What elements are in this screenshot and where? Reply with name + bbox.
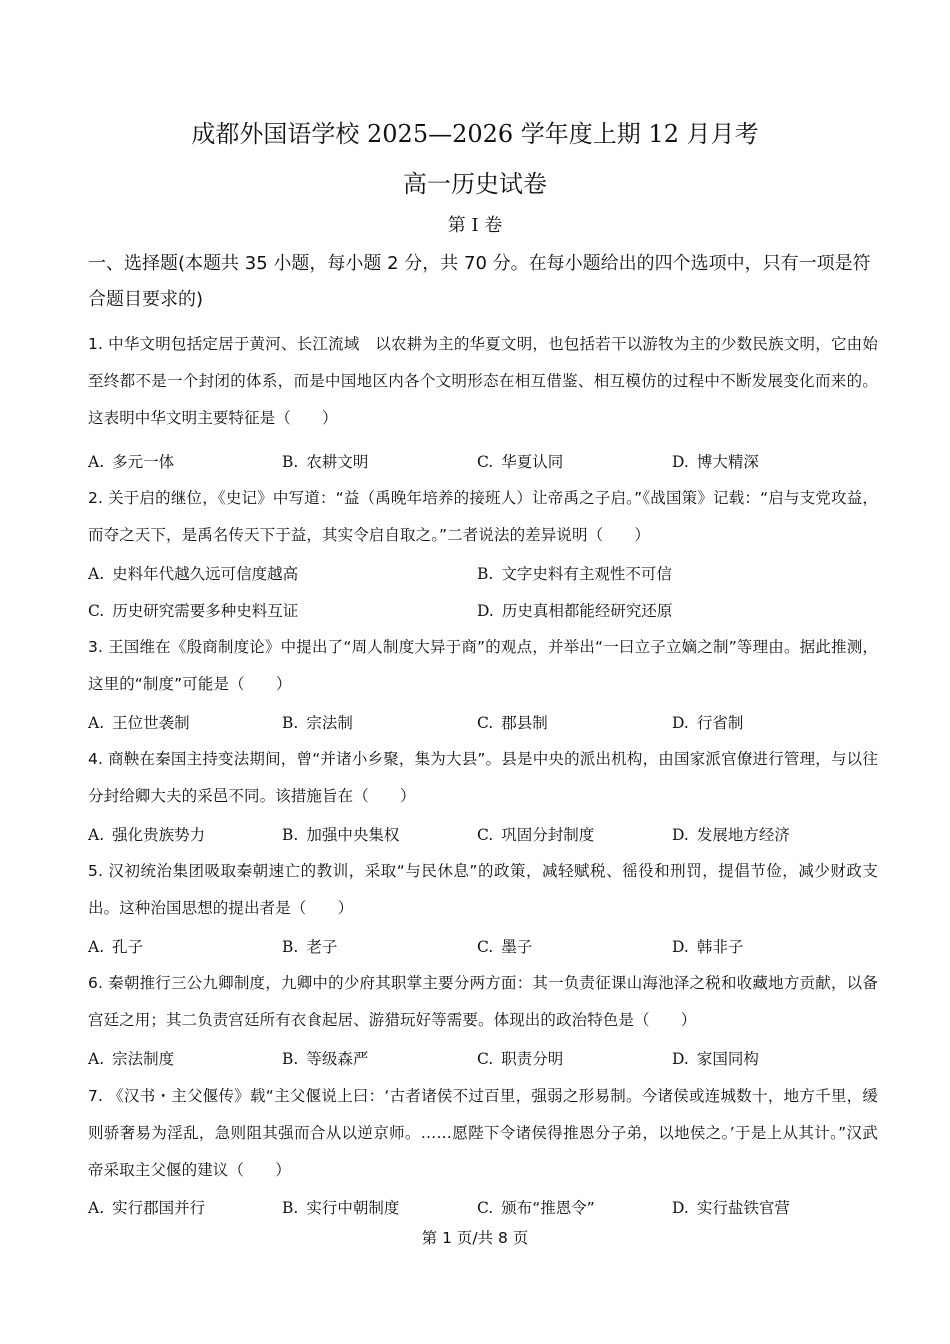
question-2-option-d xyxy=(477,599,672,623)
question-4-option-d xyxy=(672,823,790,847)
option-text: 等级森严 xyxy=(306,1050,369,1068)
option-letter: C. xyxy=(477,1050,494,1068)
option-text: 孔子 xyxy=(112,938,144,956)
option-letter: B. xyxy=(477,565,494,583)
question-1-option-b xyxy=(282,450,368,474)
question-7-stem: 7. 《汉书・主父偃传》载“主父偃说上曰：‘古者诸侯不过百里，强弱之形易制。今诸侯或连城数十，地方千里，缓则骄奢易为淫乱，急则阻其强而合从以逆京师。……愿陛下令诸侯得推恩分子弟，以地侯之。’于是上从其计。”汉武帝采取主父偃的建议（ ） xyxy=(88,1087,878,1179)
volume-label: 第 I 卷 xyxy=(447,215,503,236)
option-letter: A. xyxy=(88,826,105,844)
question-7-option-d xyxy=(672,1196,790,1220)
option-letter: C. xyxy=(477,938,494,956)
option-letter: B. xyxy=(282,826,299,844)
option-text: 郡县制 xyxy=(501,714,548,732)
option-text: 颁布“推恩令” xyxy=(501,1199,595,1217)
option-text: 巩固分封制度 xyxy=(501,826,595,844)
question-5-option-b xyxy=(282,935,337,959)
option-letter: C. xyxy=(88,602,105,620)
option-text: 历史真相都能经研究还原 xyxy=(501,602,673,620)
option-text: 实行中朝制度 xyxy=(306,1199,400,1217)
option-text: 韩非子 xyxy=(696,938,744,956)
option-text: 老子 xyxy=(306,938,338,956)
question-6-option-d xyxy=(672,1047,759,1071)
option-letter: B. xyxy=(282,453,299,471)
question-4-option-b xyxy=(282,823,399,847)
question-1-stem: 1. 中华文明包括定居于黄河、长江流域 以农耕为主的华夏文明，也包括若干以游牧为主的少数民族文明，它由始至终都不是一个封闭的体系，而是中国地区内各个文明形态在相互借鉴、相互模仿的过程中不断发展变化而来的。这表明中华文明主要特征是（ ） xyxy=(88,335,878,427)
option-letter: D. xyxy=(672,714,689,732)
option-letter: D. xyxy=(672,1199,689,1217)
question-7-option-a xyxy=(88,1196,205,1220)
option-letter: A. xyxy=(88,938,105,956)
option-text: 实行盐铁官营 xyxy=(696,1199,790,1217)
option-letter: D. xyxy=(672,1050,689,1068)
option-letter: C. xyxy=(477,826,494,844)
question-3-stem: 3. 王国维在《殷商制度论》中提出了“周人制度大异于商”的观点，并举出“一曰立子立嫡之制”等理由。据此推测，这里的“制度”可能是（ ） xyxy=(88,638,878,693)
question-3-option-d xyxy=(672,711,743,735)
page-number: 第 1 页/共 8 页 xyxy=(421,1229,529,1247)
option-letter: A. xyxy=(88,1050,105,1068)
option-letter: B. xyxy=(282,714,299,732)
option-letter: C. xyxy=(477,453,494,471)
question-2-option-c xyxy=(88,599,298,623)
option-letter: A. xyxy=(88,565,105,583)
option-text: 宗法制 xyxy=(306,714,353,732)
section-instructions: 一、选择题(本题共 35 小题，每小题 2 分，共 70 分。在每小题给出的四个选项中，只有一项是符合题目要求的) xyxy=(88,253,871,310)
option-text: 行省制 xyxy=(696,714,744,732)
question-5-option-c xyxy=(477,935,532,959)
option-text: 加强中央集权 xyxy=(306,826,400,844)
question-1-option-d xyxy=(672,450,759,474)
option-letter: A. xyxy=(88,714,105,732)
option-text: 文字史料有主观性不可信 xyxy=(501,565,672,583)
question-6-option-c xyxy=(477,1047,563,1071)
question-2-option-a xyxy=(88,562,298,586)
option-text: 历史研究需要多种史料互证 xyxy=(112,602,299,620)
option-text: 墨子 xyxy=(501,938,533,956)
option-letter: B. xyxy=(282,938,299,956)
question-5-stem: 5. 汉初统治集团吸取秦朝速亡的教训，采取“与民休息”的政策，减轻赋税、徭役和刑罚，提倡节俭，减少财政支出。这种治国思想的提出者是（ ） xyxy=(88,862,878,917)
option-text: 宗法制度 xyxy=(112,1050,175,1068)
option-text: 农耕文明 xyxy=(306,453,369,471)
exam-subtitle: 高一历史试卷 xyxy=(403,170,547,198)
option-letter: A. xyxy=(88,1199,105,1217)
option-text: 实行郡国并行 xyxy=(112,1199,206,1217)
option-letter: D. xyxy=(672,453,689,471)
question-3-option-c xyxy=(477,711,548,735)
question-6-option-a xyxy=(88,1047,174,1071)
question-3-option-a xyxy=(88,711,190,735)
question-6-stem: 6. 秦朝推行三公九卿制度，九卿中的少府其职掌主要分两方面：其一负责征课山海池泽之税和收藏地方贡献，以备宫廷之用；其二负责宫廷所有衣食起居、游猎玩好等需要。体现出的政治特色是（ ） xyxy=(88,974,878,1029)
option-letter: D. xyxy=(477,602,494,620)
option-text: 华夏认同 xyxy=(501,453,564,471)
question-3-option-b xyxy=(282,711,353,735)
question-2-option-b xyxy=(477,562,672,586)
option-letter: C. xyxy=(477,714,494,732)
exam-title: 成都外国语学校 2025—2026 学年度上期 12 月月考 xyxy=(191,120,759,148)
question-4-stem: 4. 商鞅在秦国主持变法期间，曾“并诸小乡聚，集为大县”。县是中央的派出机构，由国家派官僚进行管理，与以往分封给卿大夫的采邑不同。该措施旨在（ ） xyxy=(88,750,878,805)
question-1-option-a xyxy=(88,450,174,474)
option-text: 家国同构 xyxy=(696,1050,759,1068)
option-letter: B. xyxy=(282,1199,299,1217)
option-text: 发展地方经济 xyxy=(696,826,790,844)
option-letter: D. xyxy=(672,826,689,844)
question-4-option-a xyxy=(88,823,205,847)
question-6-option-b xyxy=(282,1047,368,1071)
option-letter: A. xyxy=(88,453,105,471)
option-letter: B. xyxy=(282,1050,299,1068)
question-5-option-d xyxy=(672,935,743,959)
option-text: 职责分明 xyxy=(501,1050,564,1068)
option-text: 多元一体 xyxy=(112,453,175,471)
option-letter: C. xyxy=(477,1199,494,1217)
question-1-option-c xyxy=(477,450,563,474)
option-text: 史料年代越久远可信度越高 xyxy=(112,565,299,583)
question-5-option-a xyxy=(88,935,143,959)
option-text: 博大精深 xyxy=(696,453,759,471)
question-4-option-c xyxy=(477,823,594,847)
option-text: 王位世袭制 xyxy=(112,714,190,732)
option-text: 强化贵族势力 xyxy=(112,826,206,844)
question-2-stem: 2. 关于启的继位，《史记》中写道：“益（禹晚年培养的接班人）让帝禹之子启。”《战国策》记载：“启与支党攻益，而夺之天下，是禹名传天下于益，其实令启自取之。”二者说法的差异说明（ ） xyxy=(88,489,878,544)
question-7-option-b xyxy=(282,1196,399,1220)
question-7-option-c xyxy=(477,1196,595,1220)
option-letter: D. xyxy=(672,938,689,956)
